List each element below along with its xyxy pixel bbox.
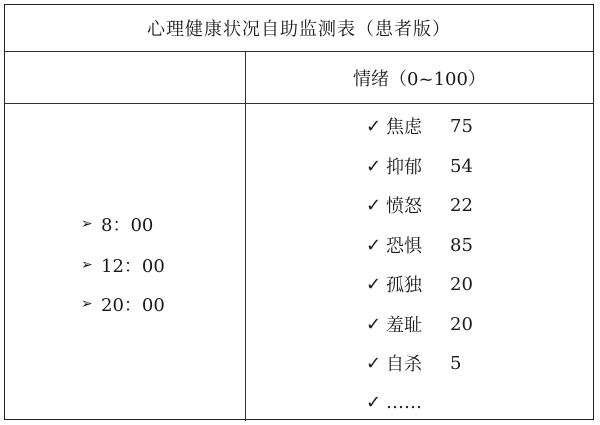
emotion-column-header: 情绪（0~100） (353, 69, 486, 90)
table-title: 心理健康状况自助监测表（患者版） (5, 5, 593, 52)
emotion-value: 22 (450, 194, 473, 216)
emotion-name: 自杀 (386, 354, 422, 375)
emotion-item (366, 270, 473, 298)
checkmark-icon: ✓ (366, 313, 382, 335)
checkmark-icon: ✓ (366, 194, 382, 216)
emotion-item (366, 388, 450, 416)
checkmark-icon: ✓ (366, 352, 382, 374)
arrowhead-icon: ➢ (81, 257, 93, 273)
emotion-value: 5 (450, 352, 462, 374)
monitoring-table (4, 4, 594, 420)
arrowhead-icon: ➢ (81, 216, 93, 232)
time-item (81, 211, 153, 237)
checkmark-icon: ✓ (366, 391, 382, 413)
emotion-value: 20 (450, 313, 473, 335)
emotion-item (366, 310, 473, 338)
arrowhead-icon: ➢ (81, 296, 93, 312)
time-label: 12：00 (101, 256, 165, 277)
emotion-item (366, 112, 473, 140)
emotion-name: 羞耻 (386, 315, 422, 336)
emotion-item (366, 349, 461, 377)
emotion-item (366, 191, 473, 219)
emotion-name: 愤怒 (386, 196, 422, 217)
time-item (81, 291, 165, 317)
emotion-name: 恐惧 (386, 236, 422, 257)
header-row (5, 52, 593, 104)
checkmark-icon: ✓ (366, 273, 382, 295)
emotion-item (366, 152, 473, 180)
emotion-name: 孤独 (386, 275, 422, 296)
checkmark-icon: ✓ (366, 234, 382, 256)
time-item (81, 252, 165, 278)
emotion-name: 焦虑 (386, 117, 422, 138)
checkmark-icon: ✓ (366, 115, 382, 137)
emotion-name: 抑郁 (386, 157, 422, 178)
emotion-value: 85 (450, 234, 473, 256)
emotion-value: 75 (450, 115, 473, 137)
time-label: 8：00 (101, 215, 154, 236)
emotion-item (366, 231, 473, 259)
time-label: 20：00 (101, 295, 165, 316)
time-column (5, 104, 245, 419)
emotion-value: 20 (450, 273, 473, 295)
emotion-value: 54 (450, 155, 473, 177)
checkmark-icon: ✓ (366, 155, 382, 177)
emotion-name: …… (386, 391, 422, 413)
emotion-column (246, 104, 593, 419)
